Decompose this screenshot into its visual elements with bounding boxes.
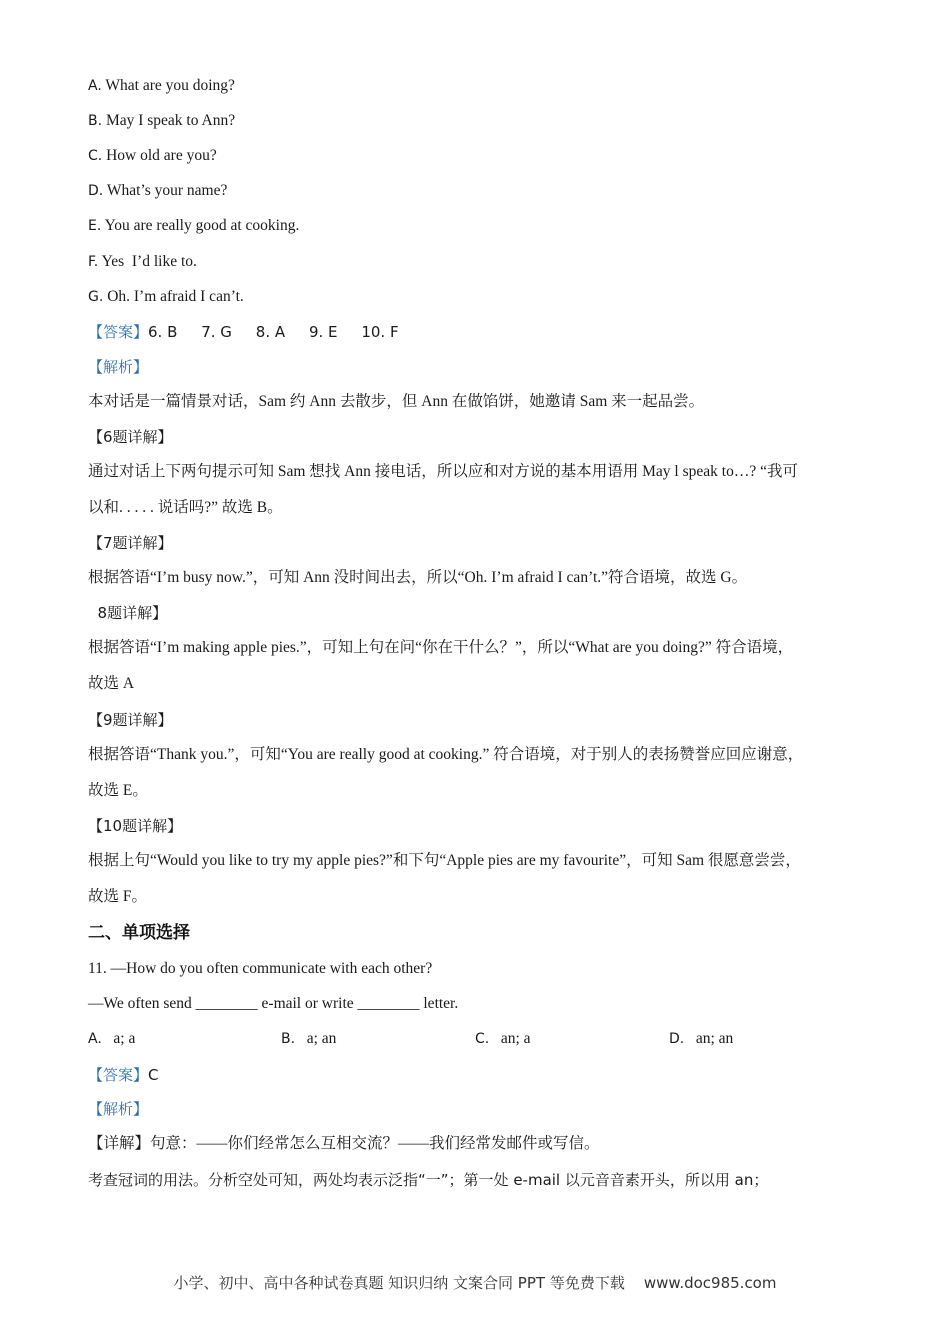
analysis-tag xyxy=(88,357,148,378)
q11-options xyxy=(88,1030,868,1050)
option-text: an; an xyxy=(695,1030,734,1047)
option-c xyxy=(88,146,217,166)
option-letter: B. xyxy=(281,1031,296,1047)
q6-line1: 通过对话上下两句提示可知 Sam 想找 Ann 接电话，所以应和对方说的基本用语用 May l speak to…? “我可 xyxy=(88,463,798,480)
option-e xyxy=(88,216,299,236)
analysis-label: 【解析】 xyxy=(88,358,149,376)
q9-title: 【9题详解】 xyxy=(88,711,173,729)
q7-line1: 根据答语“I’m busy now.”，可知 Ann 没时间出去，所以“Oh. I’m afraid I can’t.”符合语境，故选 G。 xyxy=(88,569,748,586)
q11-answer xyxy=(88,1065,159,1086)
q10-line1: 根据上句“Would you like to try my apple pies?”和下句“Apple pies are my favourite”，可知 Sam 很愿意尝尝， xyxy=(88,852,801,869)
option-text: Oh. I’m afraid I can’t. xyxy=(107,288,244,305)
option-letter: D. xyxy=(669,1031,685,1047)
q11-option-d xyxy=(669,1030,733,1048)
option-text: an; a xyxy=(500,1030,531,1047)
option-g xyxy=(88,287,244,307)
q11-stem: 11. —How do you often communicate with each other? xyxy=(88,960,433,977)
answer-value: C xyxy=(148,1066,159,1084)
q7-title: 【7题详解】 xyxy=(88,534,173,552)
q8-line2: 故选 A xyxy=(88,675,135,692)
q10-line2: 故选 F。 xyxy=(88,888,147,905)
section-heading: 二、单项选择 xyxy=(88,923,190,943)
option-f xyxy=(88,252,197,272)
q6-line2: 以和. . . . . 说话吗?” 故选 B。 xyxy=(88,499,283,516)
option-text: What are you doing? xyxy=(105,77,235,94)
q11-analysis-tag xyxy=(88,1099,148,1120)
option-text: a; a xyxy=(113,1030,136,1047)
option-text: What’s your name? xyxy=(106,182,228,199)
option-letter: A. xyxy=(88,1031,102,1047)
q8-title: 8题详解】 xyxy=(88,604,168,622)
q9-line1: 根据答语“Thank you.”，可知“You are really good at cooking.” 符合语境，对于别人的表扬赞誉应回应谢意， xyxy=(88,746,804,763)
option-letter: G. xyxy=(88,289,104,305)
q11-line2: —We often send ________ e-mail or write ________ letter. xyxy=(88,995,459,1012)
q10-title: 【10题详解】 xyxy=(88,817,183,835)
analysis-label: 【解析】 xyxy=(88,1100,149,1118)
option-text: a; an xyxy=(306,1030,337,1047)
q8-line1: 根据答语“I’m making apple pies.”，可知上句在问“你在干什么？”，所以“What are you doing?” 符合语境， xyxy=(88,639,794,656)
q6-title: 【6题详解】 xyxy=(88,428,173,446)
option-letter: F. xyxy=(88,254,99,270)
option-letter: C. xyxy=(475,1031,490,1047)
q9-line2: 故选 E。 xyxy=(88,782,148,799)
q11-option-c xyxy=(475,1030,531,1048)
summary-text: 本对话是一篇情景对话，Sam 约 Ann 去散步，但 Ann 在做馅饼，她邀请 Sam 来一起品尝。 xyxy=(88,393,705,410)
option-letter: E. xyxy=(88,218,102,234)
option-b xyxy=(88,111,235,131)
q11-option-b xyxy=(281,1030,336,1048)
option-letter: D. xyxy=(88,183,104,199)
q11-detail: 【详解】句意：——你们经常怎么互相交流？——我们经常发邮件或写信。 xyxy=(88,1135,600,1152)
option-a xyxy=(88,76,235,96)
answer-line xyxy=(88,322,399,343)
option-text: How old are you? xyxy=(106,147,217,164)
answer-tag: 【答案】 xyxy=(88,323,149,341)
option-letter: B. xyxy=(88,113,103,129)
option-letter: A. xyxy=(88,78,102,94)
answer-value: 6. B 7. G 8. A 9. E 10. F xyxy=(148,323,399,341)
q11-explain: 考查冠词的用法。分析空处可知，两处均表示泛指“一”；第一处 e-mail 以元音音素开头，所以用 an； xyxy=(88,1171,769,1189)
answer-tag: 【答案】 xyxy=(88,1066,149,1084)
option-text: Yes I’d like to. xyxy=(101,253,197,270)
option-d xyxy=(88,181,227,201)
page-footer: 小学、初中、高中各种试卷真题 知识归纳 文案合同 PPT 等免费下载 www.doc985.com xyxy=(173,1274,777,1292)
q11-option-a xyxy=(88,1030,135,1048)
option-letter: C. xyxy=(88,148,103,164)
option-text: You are really good at cooking. xyxy=(104,217,300,234)
option-text: May I speak to Ann? xyxy=(105,112,236,129)
